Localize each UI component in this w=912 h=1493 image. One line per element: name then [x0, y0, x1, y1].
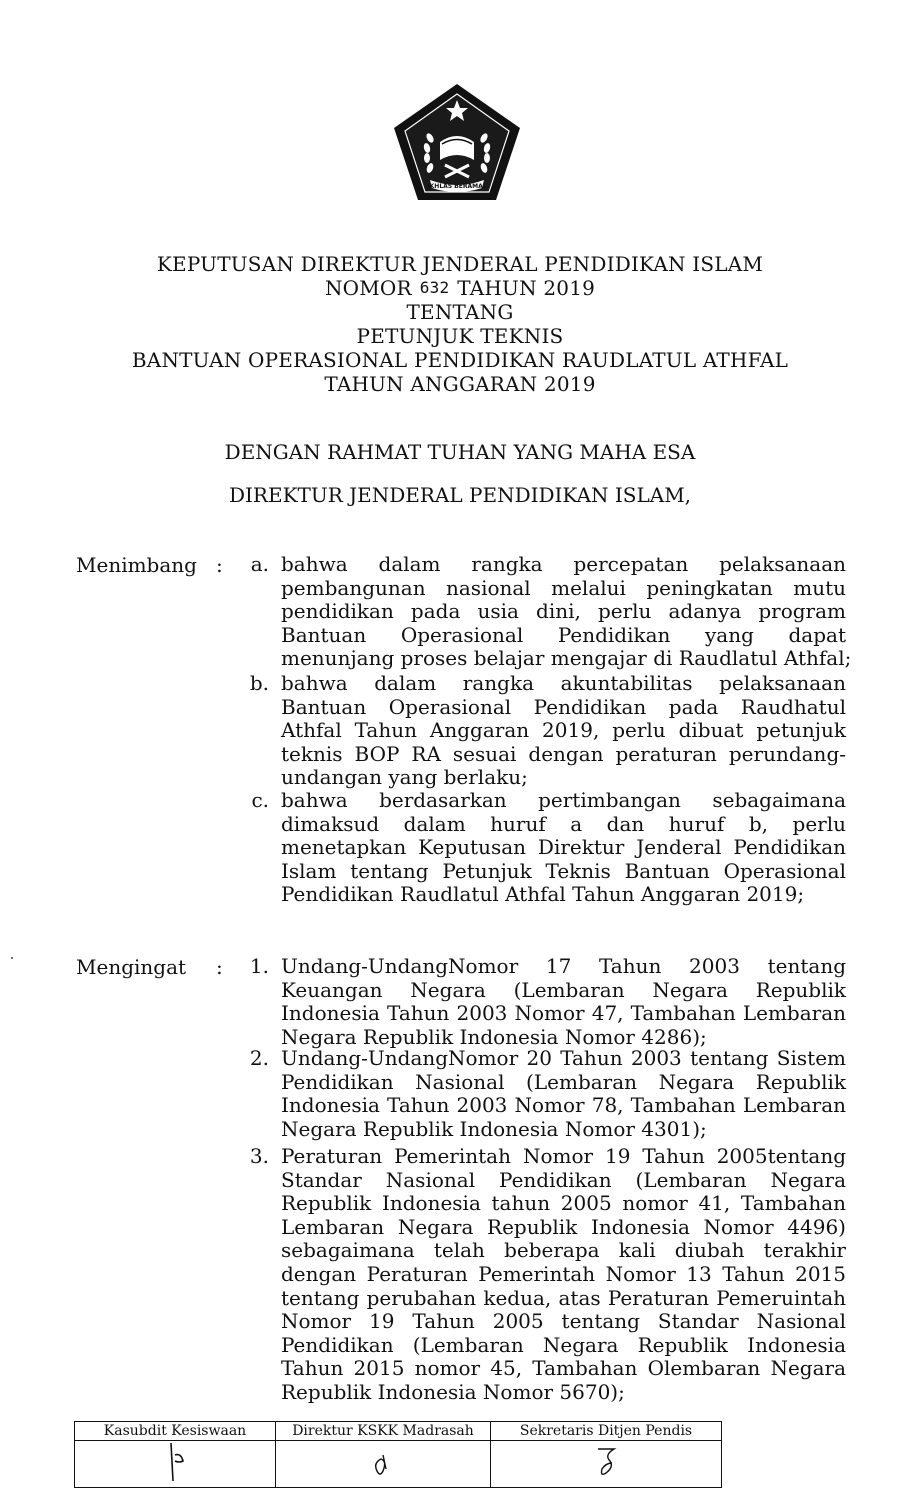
text-line: Bantuan Operasional Pendidikan pada Raudhatul — [281, 694, 846, 719]
text-line: sebagaimana telah beberapa kali diubah terakhir — [281, 1238, 846, 1263]
document-title — [60, 252, 860, 396]
text-line: pendidikan pada usia dini, perlu adanya program — [281, 599, 846, 624]
text-line: Nomor 19 Tahun 2005 tentang Standar Nasional — [281, 1309, 846, 1334]
ministry-emblem-icon — [390, 80, 524, 204]
text-line: Athfal Tahun Anggaran 2019, perlu dibuat petunjuk — [281, 718, 846, 743]
title-line-6: TAHUN ANGGARAN 2019 — [324, 372, 596, 396]
mengingat-item-text — [281, 1145, 846, 1405]
text-line: dimaksud dalam huruf a dan huruf b, perlu — [281, 811, 846, 836]
menimbang-item-text — [281, 672, 846, 790]
text-line: Standar Nasional Pendidikan (Lembaran Negara — [281, 1167, 846, 1192]
text-line: undangan yang berlaku; — [281, 765, 528, 790]
text-line: tentang perubahan kedua, atas Peraturan Pemeruintah — [281, 1285, 846, 1310]
text-line: Undang-UndangNomor 20 Tahun 2003 tentang Sistem — [281, 1046, 846, 1070]
text-line: Undang-UndangNomor 17 Tahun 2003 tentang — [281, 954, 846, 978]
text-line: teknis BOP RA sesuai dengan peraturan perundang- — [281, 741, 846, 766]
nomor-label: NOMOR — [324, 276, 412, 300]
text-line: Republik Indonesia tahun 2005 nomor 41, Tambahan — [281, 1191, 846, 1216]
rahmat-line: DENGAN RAHMAT TUHAN YANG MAHA ESA — [224, 440, 696, 464]
text-line: dengan Peraturan Pemerintah Nomor 13 Tahun 2015 — [281, 1261, 846, 1286]
menimbang-item-text — [281, 552, 852, 671]
paraf-header-direktur: Direktur KSKK Madrasah — [276, 1422, 491, 1441]
text-line: Keuangan Negara (Lembaran Negara Republik — [281, 977, 846, 1002]
title-line-5: BANTUAN OPERASIONAL PENDIDIKAN RAUDLATUL ATHFAL — [131, 348, 789, 372]
text-line: bahwa berdasarkan pertimbangan sebagaimana — [281, 788, 846, 812]
title-line-1: KEPUTUSAN DIREKTUR JENDERAL PENDIDIKAN ISLAM — [156, 252, 764, 276]
mengingat-item-marker: 3. — [249, 1144, 269, 1168]
text-line: Lembaran Negara Republik Indonesia Nomor 4496) — [281, 1214, 846, 1239]
mengingat-item-marker: 2. — [249, 1046, 269, 1070]
text-line: Indonesia Tahun 2003 Nomor 47, Tambahan Lembaran — [281, 1001, 846, 1026]
mengingat-item-text — [281, 955, 846, 1049]
text-line: Indonesia Tahun 2003 Nomor 78, Tambahan Lembaran — [281, 1093, 846, 1118]
paraf-signature-1 — [145, 1441, 205, 1483]
text-line: Bantuan Operasional Pendidikan yang dapat — [281, 622, 846, 647]
paraf-signature-3 — [576, 1441, 636, 1483]
text-line: Islam tentang Petunjuk Teknis Bantuan Operasional — [281, 858, 846, 883]
mengingat-colon: : — [216, 955, 223, 979]
title-line-4: PETUNJUK TEKNIS — [356, 324, 564, 348]
official-line: DIREKTUR JENDERAL PENDIDIKAN ISLAM, — [228, 483, 692, 507]
text-line: pembangunan nasional melalui peningkatan mutu — [281, 575, 846, 600]
text-line: Peraturan Pemerintah Nomor 19 Tahun 2005tentang — [281, 1144, 846, 1168]
text-line: Negara Republik Indonesia Nomor 4301); — [281, 1116, 707, 1141]
menimbang-item-marker: c. — [251, 788, 269, 812]
text-line: bahwa dalam rangka akuntabilitas pelaksanaan — [281, 671, 846, 695]
text-line: Tahun 2015 nomor 45, Tambahan Olembaran Negara — [281, 1356, 846, 1381]
text-line: menetapkan Keputusan Direktur Jenderal Pendidikan — [281, 835, 846, 860]
nomor-value: 632 — [419, 278, 450, 297]
text-line: Republik Indonesia Nomor 5670); — [281, 1379, 625, 1404]
paraf-signature-2 — [353, 1441, 413, 1483]
text-line: menunjang proses belajar mengajar di Raudlatul Athfal; — [281, 646, 852, 671]
paraf-cell-sekretaris — [491, 1441, 722, 1488]
title-nomor-line — [60, 276, 860, 300]
text-line: Pendidikan Raudlatul Athfal Tahun Anggaran 2019; — [281, 882, 805, 907]
menimbang-item-text — [281, 789, 846, 907]
title-line-3: TENTANG — [406, 300, 514, 324]
menimbang-label: Menimbang — [76, 553, 197, 577]
text-line: Pendidikan (Lembaran Negara Republik Indonesia — [281, 1332, 846, 1357]
paraf-header-kasubdit: Kasubdit Kesiswaan — [75, 1422, 276, 1441]
mengingat-item-marker: 1. — [249, 954, 269, 978]
menimbang-item-marker: a. — [250, 552, 269, 576]
menimbang-item-marker: b. — [249, 671, 269, 695]
paraf-table — [74, 1421, 722, 1488]
tahun-label: TAHUN 2019 — [457, 276, 596, 300]
text-line: Pendidikan Nasional (Lembaran Negara Republik — [281, 1069, 846, 1094]
text-line: Negara Republik Indonesia Nomor 4286); — [281, 1024, 707, 1049]
mengingat-label: Mengingat — [76, 955, 187, 979]
text-line: bahwa dalam rangka percepatan pelaksanaan — [281, 552, 846, 576]
scan-speck — [11, 957, 13, 959]
paraf-cell-kasubdit — [75, 1441, 276, 1488]
paraf-header-sekretaris: Sekretaris Ditjen Pendis — [491, 1422, 722, 1441]
emblem-motto: IKHLAS BERAMAL — [427, 183, 487, 190]
mengingat-item-text — [281, 1047, 846, 1141]
paraf-cell-direktur — [276, 1441, 491, 1488]
menimbang-colon: : — [216, 553, 223, 577]
